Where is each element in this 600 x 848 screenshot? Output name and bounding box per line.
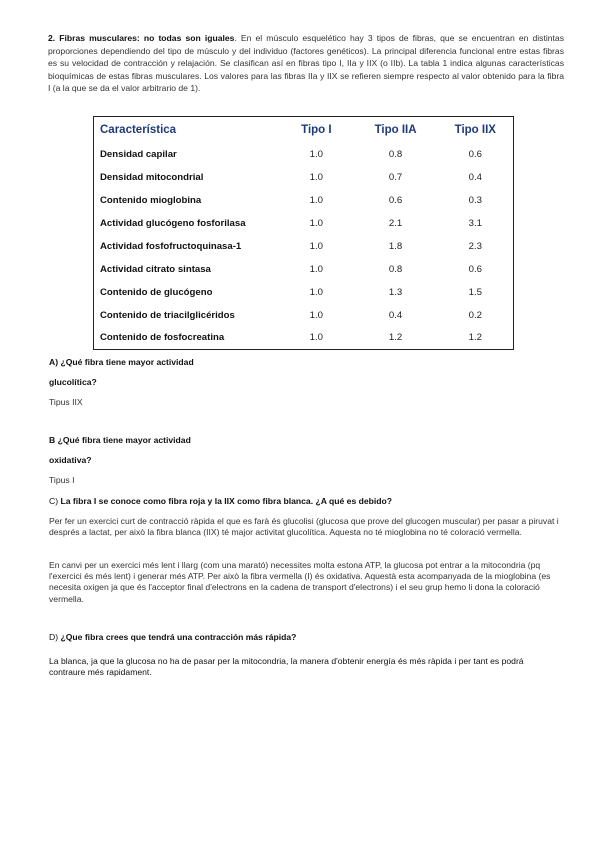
cell-value: 1.0	[309, 194, 324, 206]
question-d	[49, 632, 296, 642]
row-label: Contenido de fosfocreatina	[100, 332, 225, 344]
cell-value: 0.3	[468, 194, 482, 206]
table-row	[94, 166, 514, 189]
header-tipo-iia: Tipo IIA	[374, 123, 417, 136]
answer-a: Tipus IIX	[49, 397, 83, 407]
cell-value: 1.5	[468, 286, 482, 298]
cell-value: 0.8	[388, 148, 403, 160]
intro-text: . En el músculo esquelético hay 3 tipos de fibras, que se encuentran en distintas proporciones dependiendo del tipo de músculo y del individuo (factores genéticos). La principal diferencia funcional entre estas fibras es su velocidad de contracción y relajación. Se clasifican así en fibras tipo I, IIa y IIX (o IIb). La tabla 1 indica algunas características bioquímicas de estas fibras musculares. Los valores para las fibras IIa y IIX se refieren siempre respecto al valor obtenido para la fibra I (a la que se da el valor arbitrario de 1).	[48, 33, 564, 94]
question-c	[49, 496, 392, 506]
table-row	[94, 189, 514, 212]
question-d-text: ¿Que fibra crees que tendrá una contracción más rápida?	[60, 632, 297, 642]
table-header-row	[94, 117, 514, 143]
cell-value: 1.0	[309, 240, 324, 252]
cell-value: 0.6	[468, 263, 482, 275]
question-d-prefix: D)	[49, 632, 61, 642]
cell-value: 0.6	[468, 148, 482, 160]
row-label: Contenido mioglobina	[100, 194, 202, 206]
cell-value: 0.4	[468, 171, 482, 183]
header-tipo-i: Tipo I	[301, 123, 332, 136]
answer-c-paragraph-2: En canvi per un exercici més lent i llarg (com una marató) necessites molta estona ATP, la glucosa pot entrar a la mitocondria (pq l'exercici és més lent) i generar més ATP. Per això la fibra vermella (I) és oxidativa. Aquestà esta acompanyada de la mioglobina (es necesita oxigen ja que és l'acceptor final d'electrons en la cadena de transport d'electrons) i el seu grup hemo li dona la coloració vermella.	[49, 560, 551, 604]
cell-value: 1.0	[309, 309, 324, 321]
fiber-table	[93, 116, 514, 350]
row-label: Actividad fosfofructoquinasa-1	[100, 240, 242, 252]
row-label: Contenido de glucógeno	[100, 286, 213, 298]
cell-value: 1.0	[309, 148, 324, 160]
cell-value: 0.7	[388, 171, 403, 183]
table-row	[94, 281, 514, 304]
cell-value: 1.0	[309, 217, 324, 229]
row-label: Densidad capilar	[100, 148, 177, 160]
table-row	[94, 212, 514, 235]
table-row	[94, 327, 514, 350]
question-c-text: La fibra I se conoce como fibra roja y la IIX como fibra blanca. ¿A qué es debido?	[60, 496, 393, 506]
cell-value: 2.1	[388, 217, 403, 229]
question-b-line2: oxidativa?	[49, 455, 92, 465]
header-caracteristica: Característica	[100, 123, 177, 136]
intro-heading: 2. Fibras musculares: no todas son iguales	[48, 33, 235, 43]
cell-value: 0.6	[388, 194, 403, 206]
question-b-line1: B ¿Qué fibra tiene mayor actividad	[49, 435, 191, 445]
row-label: Densidad mitocondrial	[100, 171, 204, 183]
cell-value: 2.3	[468, 240, 482, 252]
header-tipo-iix: Tipo IIX	[454, 123, 496, 136]
cell-value: 1.0	[309, 286, 324, 298]
question-a-line2: glucolítica?	[49, 377, 97, 387]
answer-c-paragraph-1: Per fer un exercici curt de contracció ràpida el que es farà és glucolisi (glucosa que prove del glucogen muscular) per pasar a piruvat i després a lactat, per això la fibra blanca (IIX) té major activitat glucolítica. Aquesta no té mioglobina no té coloració vermella.	[49, 516, 559, 538]
table-row	[94, 235, 514, 258]
row-label: Actividad glucógeno fosforilasa	[100, 217, 246, 229]
table-row	[94, 258, 514, 281]
cell-value: 0.4	[388, 309, 403, 321]
cell-value: 0.8	[388, 263, 403, 275]
row-label: Actividad citrato sintasa	[100, 263, 211, 275]
cell-value: 0.2	[468, 309, 482, 321]
table-row	[94, 304, 514, 327]
row-label: Contenido de triacilglicéridos	[100, 309, 235, 321]
cell-value: 1.2	[468, 332, 482, 344]
question-c-prefix: C)	[49, 496, 61, 506]
cell-value: 1.0	[309, 332, 324, 344]
cell-value: 3.1	[468, 217, 482, 229]
question-a-line1: A) ¿Qué fibra tiene mayor actividad	[49, 357, 194, 367]
answer-b: Tipus I	[49, 475, 75, 485]
table-row	[94, 143, 514, 166]
answer-d: La blanca, ja que la glucosa no ha de pasar per la mitocondria, la manera d'obtenir energía és més ràpida i per tant es podrá contraure més rapidament.	[49, 656, 524, 678]
cell-value: 1.8	[388, 240, 403, 252]
cell-value: 1.3	[388, 286, 403, 298]
cell-value: 1.0	[309, 171, 324, 183]
cell-value: 1.0	[309, 263, 324, 275]
cell-value: 1.2	[388, 332, 403, 344]
intro-paragraph	[48, 32, 564, 95]
